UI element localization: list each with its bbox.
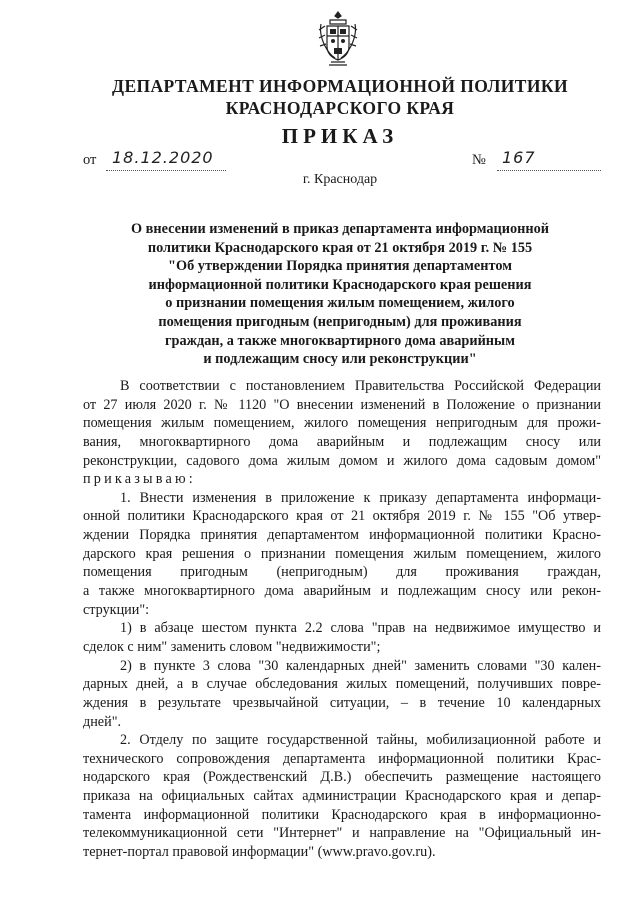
department-name-line2: КРАСНОДАРСКОГО КРАЯ [225, 98, 455, 118]
body-line: а также многоквартирного дома аварийным и подлежащим сносу или рекон- [83, 583, 601, 600]
body-line: ждении Порядка принятия департаментом информационной политики Красно- [83, 527, 601, 544]
body-line: нодарского края (Рождественский Д.В.) обеспечить размещение настоящего [83, 769, 601, 786]
body-line: дней". [83, 713, 122, 730]
subject-line: о признании помещения жилым помещением, жилого [165, 295, 515, 312]
body-line: телекоммуникационной сети "Интернет" и направление на "Официальный ин- [83, 825, 601, 842]
body-line: реконструкции, садового дома жилым домом и жилого дома садовым домом" [83, 452, 601, 469]
body-line: сделок с ним" заменить словом "недвижимости"; [83, 638, 381, 655]
date-value: 18.12.2020 [112, 148, 214, 167]
document-title: ПРИКАЗ [281, 124, 399, 148]
body-line: вания, многоквартирного дома аварийным и подлежащим сносу или [83, 433, 601, 450]
order-subject [100, 220, 580, 369]
subject-line: и подлежащим сносу или реконструкции" [203, 351, 477, 368]
body-line: струкции": [83, 601, 150, 618]
body-line: помещения пригодным (непригодным) для проживания граждан, [83, 564, 601, 581]
date-prefix: от [83, 152, 97, 168]
body-line: дарского края решения о признании помещения жилым помещением, жилого [83, 545, 601, 562]
subject-line: помещения пригодным (непригодным) для проживания [158, 313, 522, 330]
body-line: тернет-портал правовой информации" (www.pravo.gov.ru). [83, 844, 436, 861]
subject-line: информационной политики Краснодарского края решения [148, 276, 532, 293]
city-name: г. Краснодар [302, 172, 378, 187]
body-line: от 27 июля 2020 г. № 1120 "О внесении изменений в Положение о признании [83, 396, 601, 413]
subject-line: граждан, а также многоквартирного дома аварийным [165, 332, 515, 349]
body-line: тамента информационной политики Краснодарского края в информационно- [83, 806, 601, 823]
body-line: помещения жилым помещением, жилого помещения непригодным для прожи- [83, 415, 601, 432]
subject-line: политики Краснодарского края от 21 октября 2019 г. № 155 [147, 239, 533, 256]
body-line: 1) в абзаце шестом пункта 2.2 слова "прав на недвижимое имущество и [120, 620, 601, 637]
department-name-line1: ДЕПАРТАМЕНТ ИНФОРМАЦИОННОЙ ПОЛИТИКИ [112, 76, 568, 96]
order-body [83, 377, 601, 862]
subject-line: О внесении изменений в приказ департамента информационной [130, 221, 550, 237]
body-line: онной политики Краснодарского края от 21 октября 2019 г. № 155 "Об утвер- [83, 508, 601, 525]
number-prefix: № [472, 152, 486, 168]
body-line: ждения в результате чрезвычайной ситуации, – в течение 10 календарных [83, 694, 601, 711]
body-line: 2) в пункте 3 слова "30 календарных дней" заменить словами "30 кален- [120, 657, 601, 674]
subject-line: "Об утверждении Порядка принятия департаментом [168, 258, 512, 275]
body-line: дарных дней, а в случае обследования жилых помещений, получивших повре- [83, 676, 601, 693]
body-line: 2. Отделу по защите государственной тайны, мобилизационной работе и [120, 732, 601, 749]
body-line: В соответствии с постановлением Правительства Российской Федерации [120, 378, 601, 394]
date-underline [106, 170, 226, 171]
body-line: 1. Внести изменения в приложение к приказу департамента информаци- [120, 489, 601, 506]
krasnodar-coat-of-arms-icon [317, 10, 359, 68]
number-value: 167 [502, 148, 536, 167]
body-line: приказа на официальных сайтах администрации Краснодарского края и депар- [83, 788, 601, 805]
body-line-order-word: приказываю: [83, 471, 196, 488]
number-underline [497, 170, 601, 171]
body-line: технического сопровождения департамента информационной политики Крас- [83, 750, 601, 767]
